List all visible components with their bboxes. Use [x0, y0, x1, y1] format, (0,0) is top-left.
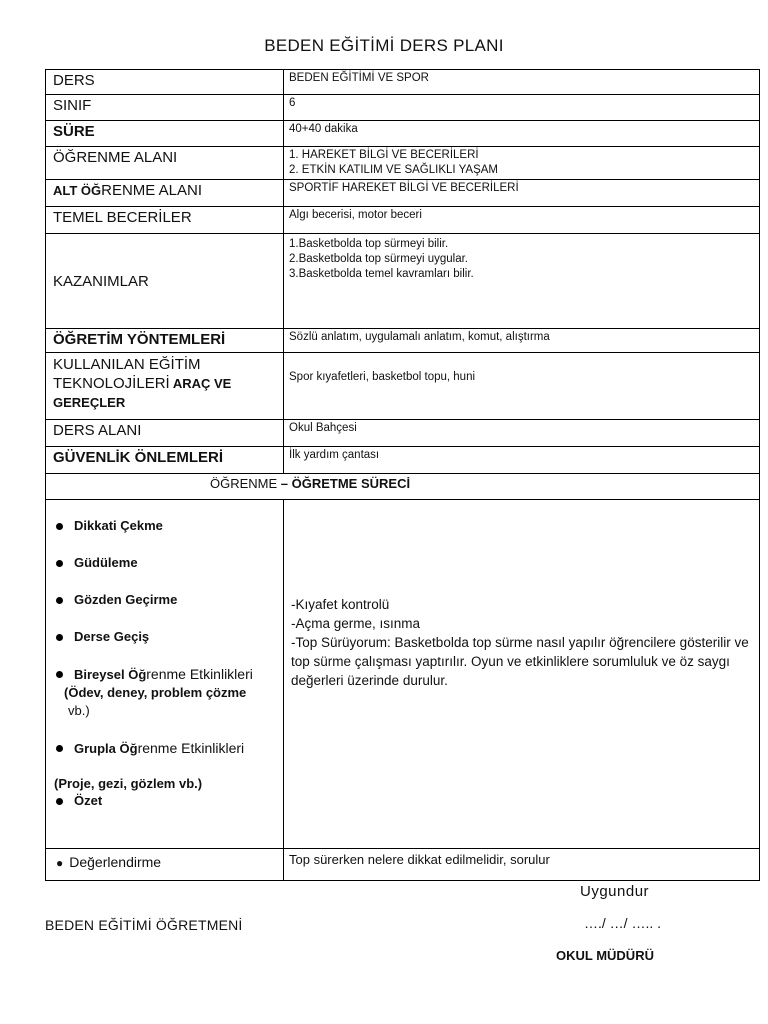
ogretim-yontemleri-value: Sözlü anlatım, uygulamalı anlatım, komut, alıştırma — [284, 329, 760, 353]
step-grupla-rest: renme Etkinlikleri — [137, 740, 245, 756]
ders-label: DERS — [46, 70, 284, 95]
step-grupla-bold: Grupla Öğ — [74, 741, 138, 756]
step-bireysel-sub — [54, 684, 279, 720]
step-gecis-text: Derse Geçiş — [74, 629, 150, 644]
step-dikkat-text: Dikkati Çekme — [74, 518, 163, 533]
kazanim-2: 2.Basketbolda top sürmeyi uygular. — [289, 253, 468, 265]
guvenlik-label: GÜVENLİK ÖNLEMLERİ — [46, 447, 284, 474]
alt-ogrenme-label-rest: RENME ALANI — [101, 182, 203, 199]
kullanilan-label-2: TEKNOLOJİLERİ — [53, 375, 170, 392]
step-bireysel — [54, 666, 279, 682]
ogretim-yontemleri-label: ÖĞRETİM YÖNTEMLERİ — [46, 329, 284, 353]
step-ozet — [54, 793, 279, 808]
ogrenme-alani-value-1: 1. HAREKET BİLGİ VE BECERİLERİ — [289, 149, 479, 161]
ders-alani-label: DERS ALANI — [46, 420, 284, 447]
step-bireysel-bold: Bireysel Öğ — [74, 667, 147, 682]
page-title: BEDEN EĞİTİMİ DERS PLANI — [264, 36, 504, 55]
kullanilan-value: Spor kıyafetleri, basketbol topu, huni — [284, 353, 760, 420]
alt-ogrenme-alani-value: SPORTİF HAREKET BİLGİ VE BECERİLERİ — [284, 180, 760, 207]
process-header-part-1: ÖĞRENME — [210, 476, 278, 491]
row-process-header — [46, 474, 760, 500]
step-guduleme-text: Güdüleme — [74, 555, 138, 570]
step-grupla-sub: (Proje, gezi, gözlem vb.) — [54, 776, 203, 791]
evaluation-label-text: Değerlendirme — [69, 854, 162, 870]
step-dikkat — [54, 518, 279, 533]
step-bireysel-sub-bold: (Ödev, deney, problem çözme — [64, 685, 247, 700]
date-placeholder: …./ …/ ….. . — [584, 915, 662, 931]
row-evaluation — [46, 849, 760, 881]
process-header — [46, 474, 760, 500]
alt-ogrenme-alani-label — [46, 180, 284, 207]
kazanimlar-value — [284, 234, 760, 329]
bullet-icon — [56, 597, 63, 604]
temel-beceriler-value: Algı becerisi, motor beceri — [284, 207, 760, 234]
kullanilan-label — [46, 353, 284, 420]
row-alt-ogrenme-alani — [46, 180, 760, 207]
row-temel-beceriler — [46, 207, 760, 234]
row-ogrenme-alani — [46, 147, 760, 180]
step-gozden — [54, 592, 279, 607]
alt-ogrenme-label-bold: ALT ÖĞ — [53, 183, 102, 198]
step-gozden-text: Gözden Geçirme — [74, 592, 178, 607]
guvenlik-value: İlk yardım çantası — [284, 447, 760, 474]
row-process — [46, 500, 760, 849]
process-line-3: -Top Sürüyorum: Basketbolda top sürme nasıl yapılır öğrencilere gösterilir ve top sürme çalışması yaptırılır. Oyun ve etkinliklere sorumluluk ve öz saygı değerleri üzerinde durulur. — [291, 635, 749, 688]
kullanilan-label-4: GEREÇLER — [53, 395, 126, 410]
principal-signature: OKUL MÜDÜRÜ — [556, 948, 654, 963]
ders-alani-value: Okul Bahçesi — [284, 420, 760, 447]
lesson-plan-table — [45, 69, 760, 881]
step-guduleme — [54, 555, 279, 570]
step-gecis — [54, 629, 279, 644]
row-kullanilan — [46, 353, 760, 420]
kazanim-3: 3.Basketbolda temel kavramları bilir. — [289, 268, 474, 280]
process-content — [284, 500, 760, 849]
step-bireysel-rest: renme Etkinlikleri — [146, 666, 253, 682]
sinif-label: SINIF — [46, 95, 284, 121]
bullet-icon — [56, 745, 63, 752]
sinif-value: 6 — [284, 95, 760, 121]
row-sinif — [46, 95, 760, 121]
kullanilan-label-1: KULLANILAN EĞİTİM — [53, 356, 201, 373]
sure-value: 40+40 dakika — [284, 121, 760, 147]
process-line-1: -Kıyafet kontrolü — [291, 597, 390, 612]
kullanilan-label-3: ARAÇ VE — [169, 376, 232, 391]
process-steps — [46, 500, 284, 849]
process-line-2: -Açma germe, ısınma — [291, 616, 421, 631]
teacher-signature: BEDEN EĞİTİMİ ÖĞRETMENİ — [45, 917, 243, 933]
row-guvenlik — [46, 447, 760, 474]
bullet-icon: ● — [56, 856, 64, 870]
row-ders — [46, 70, 760, 95]
evaluation-label — [46, 849, 284, 881]
kazanim-1: 1.Basketbolda top sürmeyi bilir. — [289, 238, 449, 250]
approval-text: Uygundur — [580, 883, 650, 900]
row-sure — [46, 121, 760, 147]
process-header-part-2: – ÖĞRETME SÜRECİ — [277, 476, 411, 491]
ders-value: BEDEN EĞİTİMİ VE SPOR — [284, 70, 760, 95]
bullet-icon — [56, 560, 63, 567]
bullet-icon — [56, 671, 63, 678]
bullet-icon — [56, 798, 63, 805]
ogrenme-alani-value — [284, 147, 760, 180]
step-ozet-text: Özet — [74, 793, 103, 808]
row-ogretim-yontemleri — [46, 329, 760, 353]
evaluation-value: Top sürerken nelere dikkat edilmelidir, sorulur — [284, 849, 760, 881]
ogrenme-alani-label: ÖĞRENME ALANI — [46, 147, 284, 180]
ogrenme-alani-value-2: 2. ETKİN KATILIM VE SAĞLIKLI YAŞAM — [289, 164, 498, 176]
step-bireysel-sub-rest: vb.) — [68, 703, 90, 718]
sure-label: SÜRE — [46, 121, 284, 147]
step-grupla — [54, 740, 279, 756]
temel-beceriler-label: TEMEL BECERİLER — [46, 207, 284, 234]
bullet-icon — [56, 634, 63, 641]
row-kazanimlar — [46, 234, 760, 329]
kullanilan-label-2-wrap — [53, 374, 277, 393]
row-ders-alani — [46, 420, 760, 447]
kazanimlar-label: KAZANIMLAR — [46, 234, 284, 329]
bullet-icon — [56, 523, 63, 530]
